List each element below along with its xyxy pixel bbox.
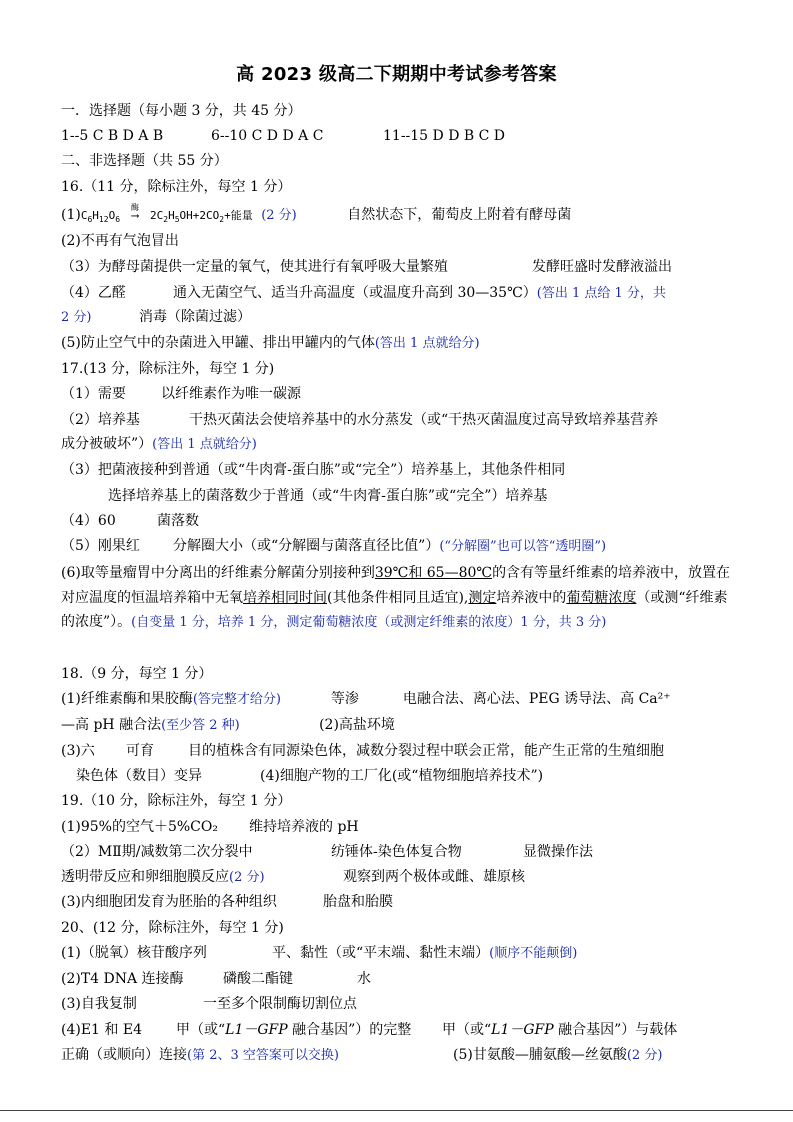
q18-a1-note1: (答完整才给分)	[192, 692, 281, 707]
q17-a6-note: (自变量 1 分，培养 1 分，测定葡萄糖浓度（或测定纤维素的浓度）1 分，共 3 分)	[131, 615, 607, 630]
q18-answer-3	[61, 741, 737, 761]
q19-answer-2-cont	[61, 867, 737, 888]
q20-a4-note: (第 2、3 空答案可以交换)	[187, 1048, 339, 1063]
q20-a1-note: (顺序不能颠倒)	[489, 946, 578, 961]
page-title: 高 2023 级高二下期期中考试参考答案	[236, 64, 557, 85]
q17-a6-t2: 的含有等量纤维素的培养液中，放置在对应温度的恒温培养箱中无氧	[61, 565, 731, 606]
q20-a4-p3a: 甲（或“	[442, 1022, 492, 1038]
q17-a4-part2: 菌落数	[157, 513, 199, 529]
q20-a4-part2	[176, 1020, 442, 1040]
part1-heading: 一．选择题（每小题 3 分，共 45 分）	[61, 103, 302, 119]
q17-a1-part2: 以纤维素作为唯一碳源	[161, 386, 301, 402]
q17-answer-2-cont	[61, 434, 737, 455]
q20-a4-part4: 正确（或顺向）连接	[61, 1047, 187, 1063]
q17-a2-note: (答出 1 点就给分)	[152, 437, 257, 452]
q20-a4-p3b: 融合基因”）与载体	[553, 1022, 678, 1038]
q16-a4-note: (答出 1 点给 1 分，共	[536, 286, 666, 301]
q20-a2-part2: 磷酸二酯键	[223, 971, 293, 987]
q17-a5-part1: （5）刚果红	[61, 538, 140, 554]
q19-a2b-part1: 透明带反应和卵细胞膜反应	[61, 869, 229, 885]
part2-heading: 二、非选择题（共 55 分）	[61, 153, 228, 169]
page-bottom-rule	[0, 1110, 793, 1111]
q16-answer-3	[61, 257, 737, 277]
q20-a2-part1: (2)T4 DNA 连接酶	[61, 971, 184, 987]
q17-a6-t5: （或测“纤维素的浓度”）。	[61, 589, 728, 630]
q20-a3-part2: 一至多个限制酶切割位点	[203, 996, 357, 1012]
q20-a4-p2i: L1－GFP	[225, 1022, 288, 1038]
q16-answer-4	[61, 283, 737, 304]
q16-a4-note-cont: 2 分)	[61, 310, 92, 325]
q17-answer-3-line1: （3）把菌液接种到普通（或“牛肉膏-蛋白胨”或“完全”）培养基上，其他条件相同	[61, 462, 566, 478]
q20-a1-part1: (1)（脱氧）核苷酸序列	[61, 945, 207, 961]
q18-a4: (4)细胞产物的工厂化(或“植物细胞培养技术”)	[260, 768, 544, 784]
q17-a2-part1: （2）培养基	[61, 412, 140, 428]
q16-answer-4-cont	[61, 307, 737, 328]
q18-a3-part3: 目的植株含有同源染色体，减数分裂过程中联会正常，能产生正常的生殖细胞	[188, 743, 664, 759]
q19-a2-part2: 纺锤体-染色体复合物	[331, 844, 462, 860]
q17-answer-6	[61, 561, 737, 636]
mc-answers-1-5: 1--5 C B D A B	[61, 128, 164, 144]
equation-condition: 酶	[131, 203, 140, 212]
q19-a3-part1: (3)内细胞团发育为胚胎的各种组织	[61, 894, 277, 910]
q16-a4-part1: （4）乙醛	[61, 285, 126, 301]
q17-answer-2	[61, 410, 737, 430]
q16-a1-points: (2 分)	[261, 208, 297, 223]
q16-heading: 16.（11 分，除标注外，每空 1 分）	[61, 179, 292, 195]
q16-answer-1	[61, 205, 737, 230]
q18-heading: 18.（9 分，每空 1 分）	[61, 666, 213, 682]
q20-a4-p3i: L1－GFP	[491, 1022, 554, 1038]
fermentation-equation	[80, 203, 253, 225]
q19-a1-part2: 维持培养液的 pH	[249, 819, 359, 835]
mc-answers-line	[61, 126, 737, 146]
q18-a3-part4: 染色体（数目）变异	[76, 768, 202, 784]
q17-a6-t4: 培养液中的	[496, 589, 567, 606]
q19-answer-1	[61, 817, 737, 837]
q20-answer-3	[61, 994, 737, 1014]
q17-answer-1	[61, 384, 737, 404]
q20-a4-part3	[442, 1022, 677, 1038]
q20-a4-part1: (4)E1 和 E4	[61, 1022, 142, 1038]
q18-answer-3-cont	[76, 766, 737, 786]
q17-answer-4	[61, 511, 737, 531]
q19-answer-2	[61, 842, 737, 862]
q17-a6-u1: 39℃和 65—80℃	[374, 565, 493, 581]
q18-answer-1-cont	[61, 715, 737, 736]
q18-a1-part4: —高 pH 融合法	[61, 717, 162, 733]
q19-answer-3	[61, 892, 737, 912]
q16-a1-num: (1)	[61, 207, 81, 223]
q17-a2-part2: 干热灭菌法会使培养基中的水分蒸发（或“干热灭菌温度过高导致培养基营养	[189, 412, 659, 428]
q16-a4-part3: 消毒（除菌过滤）	[139, 309, 251, 325]
q18-a1-part1: (1)纤维素酶和果胶酶	[61, 691, 193, 707]
q17-a6-u4: 葡萄糖浓度	[566, 589, 637, 606]
q17-answer-5	[61, 536, 737, 557]
q20-a5-points: (2 分)	[626, 1048, 663, 1063]
q16-a4-part2: 通入无菌空气、适当升高温度（或温度升高到 30—35℃）	[173, 285, 537, 301]
q20-answer-1	[61, 943, 737, 964]
mc-answers-11-15: 11--15 D D B C D	[383, 128, 506, 144]
q19-heading: 19.（10 分，除标注外，每空 1 分）	[61, 793, 292, 809]
q19-a3-part2: 胎盘和胎膜	[323, 894, 393, 910]
q20-a1-part2: 平、黏性（或“平末端、黏性末端）	[272, 945, 490, 961]
q18-a2: (2)高盐环境	[319, 717, 395, 733]
q20-heading: 20、(12 分，除标注外，每空 1 分)	[61, 920, 284, 936]
q19-a2b-part2: 观察到两个极体或雌、雄原核	[343, 869, 525, 885]
q20-a4-p2a: 甲（或“	[176, 1022, 226, 1038]
q17-a2-part3: 成分被破坏”）	[61, 436, 153, 452]
q18-a3-part2: 可育	[126, 743, 154, 759]
q17-a6-u2: 培养相同时间	[243, 589, 327, 606]
q20-a4-p2b: 融合基因”）的完整	[287, 1022, 412, 1038]
q18-answer-1	[61, 689, 737, 710]
q20-answer-4-cont	[61, 1045, 737, 1066]
q16-answer-5	[61, 333, 737, 354]
q16-a5-text: (5)防止空气中的杂菌进入甲罐、排出甲罐内的气体	[61, 335, 375, 351]
q16-a3-part2: 发酵旺盛时发酵液溢出	[532, 259, 672, 275]
q17-a1-part1: （1）需要	[61, 386, 126, 402]
q16-a5-note: (答出 1 点就给分)	[374, 336, 480, 351]
q20-a5: (5)甘氨酸—脯氨酸—丝氨酸	[453, 1047, 627, 1063]
q19-a2-part3: 显微操作法	[523, 844, 593, 860]
q16-a3-part1: （3）为酵母菌提供一定量的氧气，使其进行有氧呼吸大量繁殖	[61, 259, 448, 275]
q17-a5-note: (“分解圈”也可以答“透明圈”)	[439, 539, 607, 554]
q18-a1-note2: (至少答 2 种)	[161, 718, 240, 733]
q20-answer-2	[61, 969, 737, 989]
q17-heading: 17.(13 分，除标注外，每空 1 分)	[61, 361, 275, 377]
equation-left: $C_6H_{12}O_6$	[80, 209, 121, 225]
mc-answers-6-10: 6--10 C D D A C	[211, 128, 324, 144]
q18-a1-part2: 等渗	[330, 691, 359, 707]
q18-a3-part1: (3)六	[61, 743, 95, 759]
q16-a1-text: 自然状态下，葡萄皮上附着有酵母菌	[347, 207, 572, 223]
q16-answer-2: (2)不再有气泡冒出	[61, 233, 179, 249]
q17-a6-u3: 测定	[468, 589, 497, 606]
q17-answer-3-line2: 选择培养基上的菌落数少于普通（或“牛肉膏-蛋白胨”或“完全”）培养基	[108, 488, 548, 504]
q20-a2-part3: 水	[357, 971, 371, 987]
q19-a2-part1: （2）MⅡ期/减数第二次分裂中	[61, 844, 253, 860]
q19-a2b-points: (2 分)	[229, 870, 265, 885]
q20-a3-part1: (3)自我复制	[61, 996, 137, 1012]
q17-a4-part1: （4）60	[61, 513, 116, 529]
equation-right: $2C_2H_5OH+2CO_2+$能量	[150, 209, 253, 225]
q17-a6-t1: (6)取等量瘤胃中分离出的纤维素分解菌分别接种到	[61, 565, 375, 581]
q19-a1-part1: (1)95%的空气＋5%CO₂	[61, 819, 218, 835]
q17-a6-t3: (其他条件相同且适宜),	[327, 589, 469, 606]
reaction-arrow-icon: 酶 ⟶	[120, 206, 150, 226]
q20-answer-4	[61, 1020, 737, 1040]
q18-a1-part3: 电融合法、离心法、PEG 诱导法、高 Ca²⁺	[402, 691, 671, 707]
q17-a5-part2: 分解圈大小（或“分解圈与菌落直径比值”）	[173, 538, 440, 554]
